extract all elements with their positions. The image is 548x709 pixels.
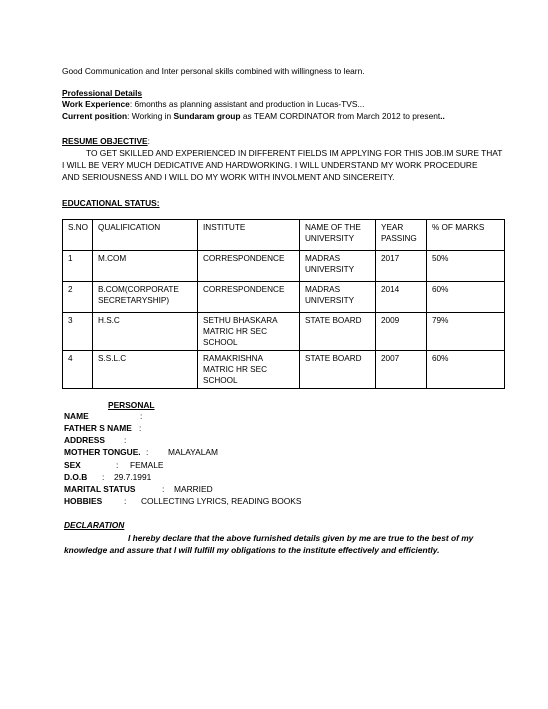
table-cell: 2009 — [376, 313, 427, 351]
field-colon: : — [124, 496, 127, 506]
field-colon: : — [140, 411, 143, 421]
table-row — [63, 282, 505, 313]
table-cell: 2017 — [376, 251, 427, 282]
field-colon: : — [124, 435, 127, 445]
table-cell: M.COM — [93, 251, 198, 282]
field-colon: : — [146, 447, 149, 457]
declaration-line-1: I hereby declare that the above furnished details given by me are true to the best of my — [128, 533, 474, 543]
current-position-line — [62, 111, 445, 122]
field-label: FATHER S NAME — [64, 423, 132, 433]
education-table — [62, 219, 505, 389]
work-experience-label: Work Experience — [62, 99, 130, 109]
table-cell: 60% — [427, 351, 505, 389]
table-row — [63, 313, 505, 351]
field-colon: : — [102, 472, 105, 482]
field-value: 29.7.1991 — [114, 472, 152, 482]
table-cell: 3 — [63, 313, 93, 351]
table-cell: 2 — [63, 282, 93, 313]
table-cell: RAMAKRISHNA MATRIC HR SEC SCHOOL — [198, 351, 300, 389]
objective-line-1: TO GET SKILLED AND EXPERIENCED IN DIFFERENT FIELDS IM APPLYING FOR THIS JOB.IM SURE THAT — [86, 148, 503, 158]
field-value: MALAYALAM — [168, 447, 218, 457]
header-cell: S.NO — [63, 220, 93, 251]
declaration-heading: DECLARATION — [64, 520, 125, 530]
table-header-row — [63, 220, 505, 251]
header-cell: % OF MARKS — [427, 220, 505, 251]
current-position-end: .. — [440, 111, 445, 121]
field-value: MARRIED — [174, 484, 213, 494]
field-label: D.O.B — [64, 472, 88, 482]
header-cell: INSTITUTE — [198, 220, 300, 251]
work-experience-value: : 6months as planning assistant and production in Lucas-TVS... — [129, 99, 365, 109]
header-cell: QUALIFICATION — [93, 220, 198, 251]
field-value: COLLECTING LYRICS, READING BOOKS — [141, 496, 302, 506]
header-cell: NAME OF THE UNIVERSITY — [300, 220, 376, 251]
field-colon: : — [139, 423, 142, 433]
field-label: MOTHER TONGUE. — [64, 447, 141, 457]
field-label: NAME — [64, 411, 89, 421]
current-position-post: as TEAM CORDINATOR from March 2012 to present — [240, 111, 441, 121]
table-cell: MADRAS UNIVERSITY — [300, 251, 376, 282]
field-colon: : — [116, 460, 119, 470]
table-row — [63, 251, 505, 282]
education-heading: EDUCATIONAL STATUS: — [62, 198, 160, 208]
table-cell: CORRESPONDENCE — [198, 251, 300, 282]
table-cell: H.S.C — [93, 313, 198, 351]
table-cell: 1 — [63, 251, 93, 282]
table-cell: STATE BOARD — [300, 313, 376, 351]
table-cell: S.S.L.C — [93, 351, 198, 389]
professional-heading: Professional Details — [62, 88, 143, 98]
table-cell: SETHU BHASKARA MATRIC HR SEC SCHOOL — [198, 313, 300, 351]
field-label: ADDRESS — [64, 435, 105, 445]
table-cell: STATE BOARD — [300, 351, 376, 389]
objective-heading: RESUME OBJECTIVE — [62, 136, 148, 146]
table-cell: 2014 — [376, 282, 427, 313]
work-experience-line — [62, 99, 364, 110]
current-position-company: Sundaram group — [173, 111, 241, 121]
table-cell: 4 — [63, 351, 93, 389]
objective-line-3: AND SERIOUSNESS AND I WILL DO MY WORK WITH INVOLMENT AND SINCEREITY. — [62, 172, 395, 182]
current-position-label: Current position — [62, 111, 128, 121]
table-row — [63, 351, 505, 389]
table-cell: CORRESPONDENCE — [198, 282, 300, 313]
current-position-pre: : Working in — [127, 111, 174, 121]
field-value: FEMALE — [130, 460, 164, 470]
table-cell: 60% — [427, 282, 505, 313]
objective-line-2: I WILL BE VERY MUCH DEDICATIVE AND HARDWORKING. I WILL UNDERSTAND MY WORK PROCEDURE — [62, 160, 478, 170]
field-colon: : — [162, 484, 165, 494]
intro-line: Good Communication and Inter personal skills combined with willingness to learn. — [62, 66, 365, 76]
table-cell: 2007 — [376, 351, 427, 389]
field-label: MARITAL STATUS — [64, 484, 136, 494]
table-cell: B.COM(CORPORATE SECRETARYSHIP) — [93, 282, 198, 313]
header-cell: YEAR PASSING — [376, 220, 427, 251]
personal-heading: PERSONAL — [108, 400, 155, 410]
table-cell: 79% — [427, 313, 505, 351]
table-cell: 50% — [427, 251, 505, 282]
field-label: HOBBIES — [64, 496, 103, 506]
declaration-line-2: knowledge and assure that I will fulfill my obligations to the institute effectively and efficiently. — [64, 545, 440, 555]
table-cell: MADRAS UNIVERSITY — [300, 282, 376, 313]
field-label: SEX — [64, 460, 81, 470]
objective-heading-line — [62, 136, 150, 147]
objective-colon: : — [147, 136, 150, 146]
